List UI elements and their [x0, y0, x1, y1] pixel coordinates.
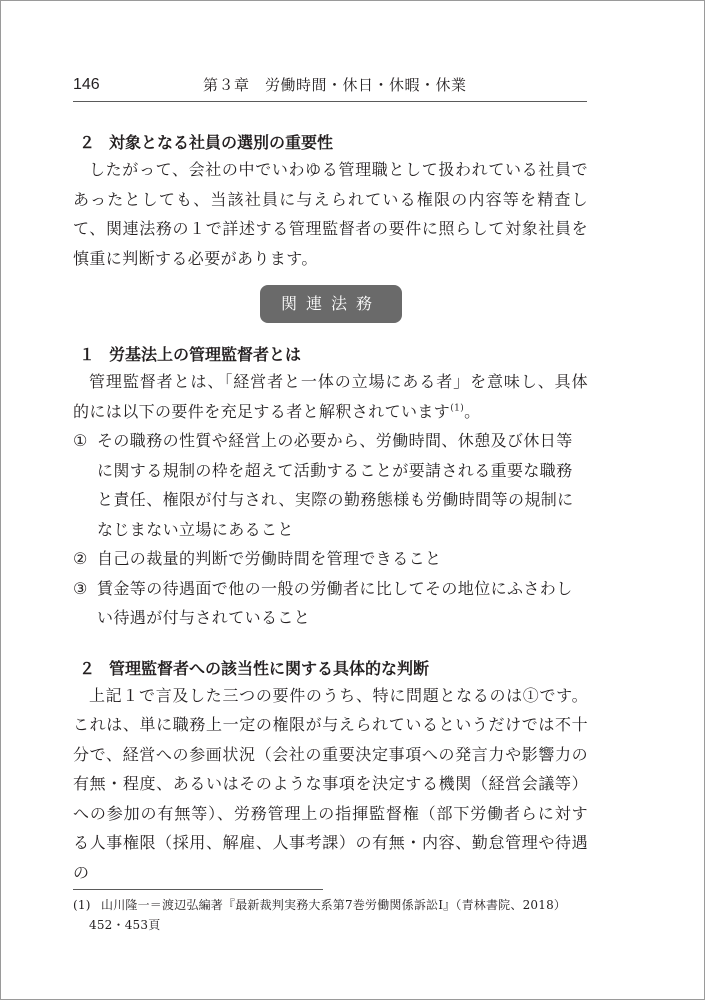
section-title: 対象となる社員の選別の重要性: [109, 133, 334, 152]
spacer: [73, 633, 588, 657]
page-header: [73, 75, 587, 102]
subsection-paragraph: 上記１で言及した三つの要件のうち、特に問題となるのは①です。これは、単に職務上一定の権限が与えられているというだけでは不十分で、経営への参画状況（会社の重要決定事項への発言力や影響力の有無・程度、あるいはそのような事項を決定する機関（経営会議等）への参加の有無等）、労務管理上の指揮監督権（部下労働者らに対する人事権限（採用、解雇、人事考課）の有無・内容、勤怠管理や待遇の: [73, 685, 588, 882]
page-number: 146: [73, 76, 100, 93]
badge-row: [73, 273, 588, 343]
subsection-title: 管理監督者への該当性に関する具体的な判断: [109, 658, 430, 678]
list-text: 自己の裁量的判断で労働時間を管理できること: [97, 549, 442, 568]
subsection-title: 労基法上の管理監督者とは: [109, 345, 302, 364]
section-heading: [73, 131, 588, 155]
footnote-text: 山川隆一＝渡辺弘編著『最新裁判実務大系第7巻労働関係訴訟Ⅰ』（青林書院、2018）: [101, 898, 567, 912]
paragraph-end: 。: [464, 401, 481, 421]
subsection-paragraph: [73, 367, 588, 426]
subsection-number: １: [79, 345, 96, 364]
list-marker: ②: [73, 549, 88, 568]
footnote-continuation: 452・453頁: [89, 918, 161, 932]
requirement-item: [73, 574, 588, 633]
footnote-reference: (1): [450, 403, 465, 414]
paragraph-text: 管理監督者とは、「経営者と一体の立場にある者」を意味し、具体的には以下の要件を充足する者と解釈されています: [73, 372, 588, 421]
footnote-divider: [73, 889, 323, 890]
running-title: 第３章 労働時間・休日・休暇・休業: [203, 76, 467, 94]
section-number: ２: [79, 133, 96, 152]
list-text: その職務の性質や経営上の必要から、労働時間、休憩及び休日等に関する規制の枠を超えて活動することが要請される重要な職務と責任、権限が付与され、実際の勤務態様も労働時間等の規制になじまない立場にあること: [97, 431, 574, 539]
list-marker: ③: [73, 578, 88, 598]
subsection-number: ２: [79, 658, 96, 678]
page-body: [73, 131, 588, 887]
requirement-item: [73, 426, 588, 544]
related-law-badge: 関連法務: [260, 285, 402, 323]
requirement-item: [73, 544, 588, 574]
subsection-heading: [73, 343, 588, 367]
list-text: 賃金等の待遇面で他の一般の労働者に比してその地位にふさわしい待遇が付与されていること: [97, 578, 573, 627]
list-marker: ①: [73, 431, 88, 450]
footnote: [73, 895, 589, 935]
footnote-mark: (1): [73, 898, 91, 912]
section-paragraph: したがって、会社の中でいわゆる管理職として扱われている社員であったとしても、当該社員に与えられている権限の内容等を精査して、関連法務の１で詳述する管理監督者の要件に照らして対象社員を慎重に判断する必要があります。: [73, 160, 588, 268]
subsection-heading: [73, 657, 588, 681]
